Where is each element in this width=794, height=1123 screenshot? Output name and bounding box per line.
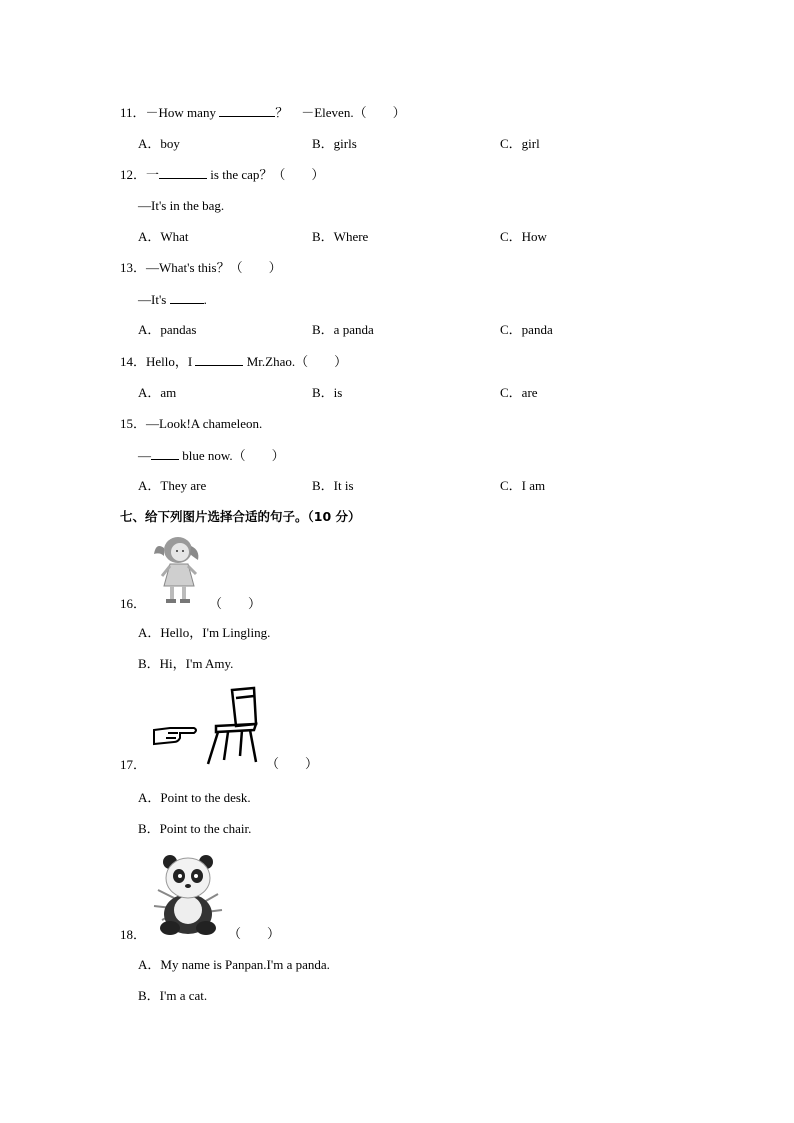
- question-18-number: 18．: [120, 927, 147, 942]
- question-number: 15．: [120, 416, 147, 431]
- question-number: 13．: [120, 260, 147, 275]
- question-text: 一: [146, 167, 160, 182]
- question-number: 12．: [120, 167, 147, 182]
- option-b: B．Where: [312, 229, 369, 244]
- answer-blank: [159, 166, 207, 179]
- option-b: B．Point to the chair.: [138, 821, 252, 836]
- girl-picture: [146, 534, 208, 608]
- option-a: A．boy: [138, 136, 180, 151]
- option-b: B．I'm a cat.: [138, 988, 208, 1003]
- question-text: —What's this？（ ）: [146, 260, 282, 275]
- question-14: [120, 353, 347, 370]
- option-b: B．Hi，I'm Amy.: [138, 656, 234, 671]
- answer-line: [138, 291, 207, 308]
- option-a: A．am: [138, 385, 177, 400]
- answer-blank: [219, 104, 275, 117]
- pointing-hand-icon: [154, 728, 196, 744]
- option-a: A．My name is Panpan.I'm a panda.: [138, 957, 330, 972]
- option-a: A．Hello，I'm Lingling.: [138, 625, 271, 640]
- answer-text: —It's: [138, 292, 170, 307]
- answer-paren: （ ）: [209, 596, 262, 611]
- option-c: C．panda: [500, 322, 553, 337]
- question-text: Mr.Zhao.（ ）: [243, 354, 348, 369]
- option-a: A．Point to the desk.: [138, 790, 251, 805]
- question-text: is the cap？（ ）: [207, 167, 325, 182]
- option-a: A．They are: [138, 478, 207, 493]
- answer-blank: [195, 353, 243, 366]
- option-c: C．I am: [500, 478, 546, 493]
- answer-blank: [170, 291, 204, 304]
- answer-line: [138, 447, 285, 464]
- question-12: [120, 166, 324, 183]
- section-heading: 七、给下列图片选择合适的句子。（10 分）: [120, 509, 361, 524]
- answer-paren: （ ）: [228, 926, 281, 941]
- question-text: －Eleven.（ ）: [301, 105, 406, 120]
- option-b: B．It is: [312, 478, 354, 493]
- question-text: ？: [275, 105, 289, 120]
- question-16-number: 16．: [120, 596, 147, 611]
- question-15: [120, 416, 262, 432]
- question-13: [120, 260, 282, 276]
- question-11: [120, 104, 406, 121]
- answer-blank: [151, 447, 179, 460]
- chair-icon: [208, 688, 256, 764]
- option-a: A．pandas: [138, 322, 197, 337]
- option-c: C．are: [500, 385, 538, 400]
- question-text: Hello，I: [146, 354, 196, 369]
- answer-paren: （ ）: [266, 756, 319, 771]
- answer-line: —It's in the bag.: [138, 198, 225, 213]
- option-b: B．is: [312, 385, 343, 400]
- question-text: —Look!A chameleon.: [146, 416, 263, 431]
- option-c: C．girl: [500, 136, 540, 151]
- question-text: －How many: [145, 105, 220, 120]
- option-a: A．What: [138, 229, 189, 244]
- question-17-number: 17．: [120, 757, 147, 772]
- question-number: 11．: [120, 105, 146, 120]
- option-b: B．a panda: [312, 322, 374, 337]
- option-c: C．How: [500, 229, 547, 244]
- answer-text: blue now.（ ）: [179, 448, 285, 463]
- question-number: 14．: [120, 354, 147, 369]
- pointing-hand-chair-picture: [150, 686, 260, 768]
- answer-text: —: [138, 448, 151, 463]
- answer-text: .: [203, 292, 207, 307]
- option-b: B．girls: [312, 136, 357, 151]
- panda-picture: [148, 850, 228, 938]
